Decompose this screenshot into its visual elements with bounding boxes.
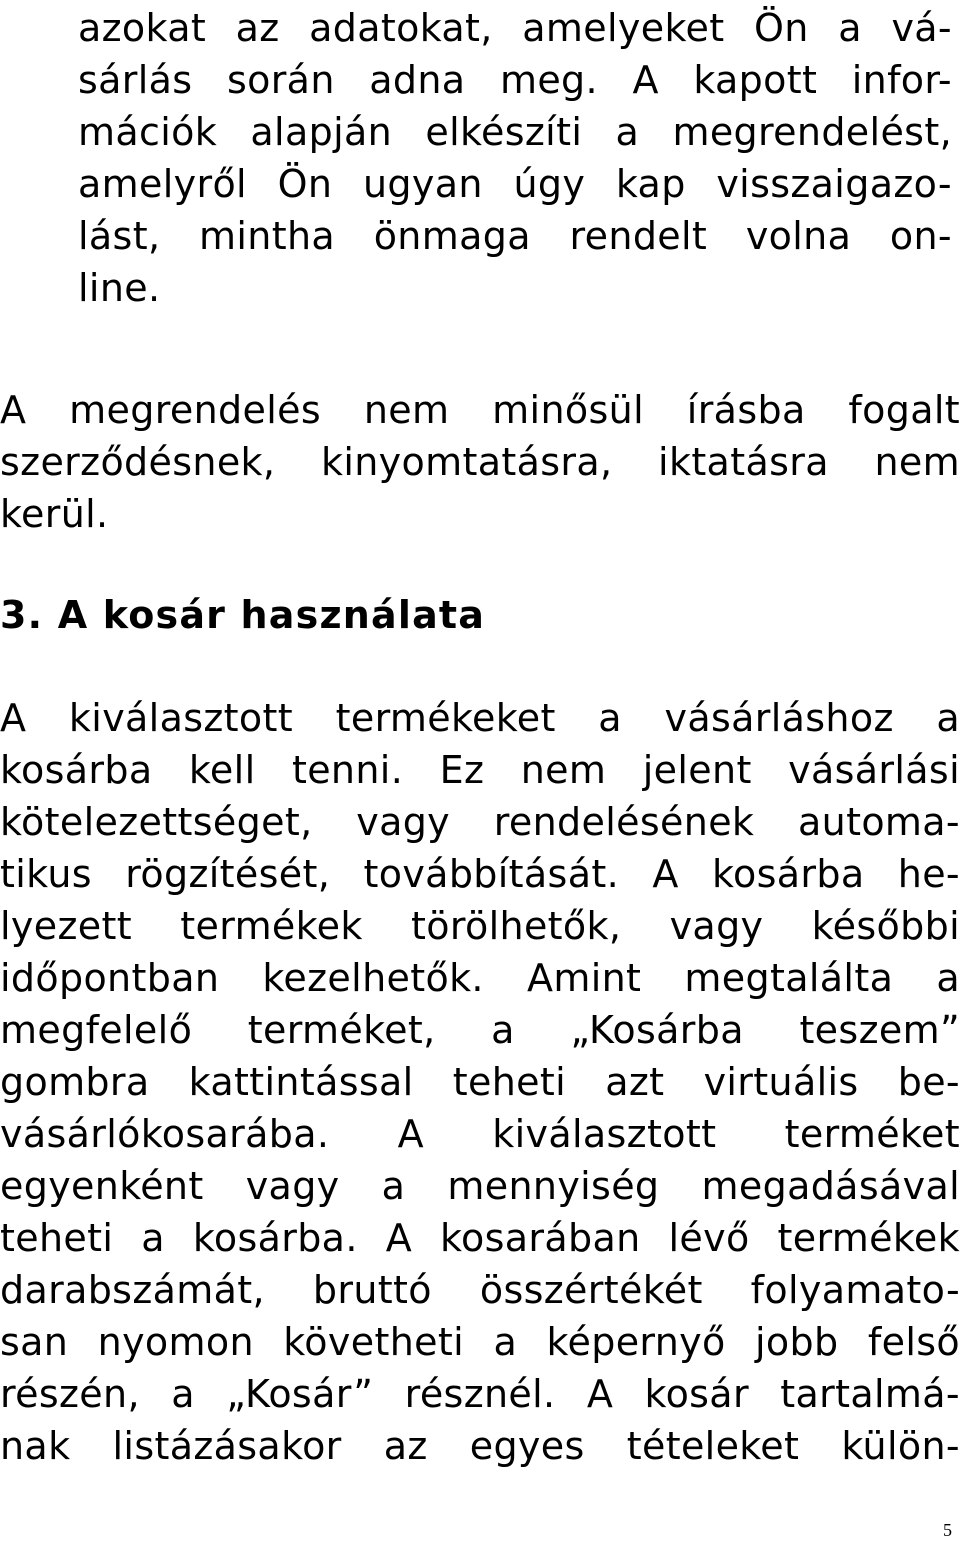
- text-line: A megrendelés nem minősül írásba fogalt: [0, 388, 960, 432]
- text-line: szerződésnek, kinyomtatásra, iktatásra nem: [0, 440, 960, 484]
- text-line: kerül.: [0, 492, 109, 536]
- text-line: mációk alapján elkészíti a megrendelést,: [78, 110, 952, 154]
- paragraph-cart-usage: [0, 692, 960, 1472]
- text-line: vásárlókosarába. A kiválasztott terméket: [0, 1112, 960, 1156]
- text-line: időpontban kezelhetők. Amint megtalálta a: [0, 956, 960, 1000]
- text-line: lyezett termékek törölhetők, vagy későbbi: [0, 904, 960, 948]
- text-line: teheti a kosárba. A kosarában lévő termékek: [0, 1216, 960, 1260]
- text-line: lást, mintha önmaga rendelt volna on-: [78, 214, 952, 258]
- page-number: 5: [943, 1520, 952, 1540]
- text-line: azokat az adatokat, amelyeket Ön a vá-: [78, 6, 952, 50]
- text-line: részén, a „Kosár” résznél. A kosár tartalmá-: [0, 1372, 960, 1416]
- paragraph-contract-notice: [0, 384, 960, 540]
- paragraph-order-info: [78, 2, 952, 314]
- text-line: nak listázásakor az egyes tételeket külön-: [0, 1424, 960, 1468]
- text-line: line.: [78, 266, 161, 310]
- heading-text: 3. A kosár használata: [0, 593, 486, 637]
- text-line: sárlás során adna meg. A kapott infor-: [78, 58, 952, 102]
- text-line: kosárba kell tenni. Ez nem jelent vásárlási: [0, 748, 960, 792]
- section-heading: [0, 589, 960, 641]
- text-line: kötelezettséget, vagy rendelésének automa-: [0, 800, 960, 844]
- text-line: san nyomon követheti a képernyő jobb felső: [0, 1320, 960, 1364]
- text-line: gombra kattintással teheti azt virtuális be-: [0, 1060, 960, 1104]
- text-line: egyenként vagy a mennyiség megadásával: [0, 1164, 960, 1208]
- text-line: darabszámát, bruttó összértékét folyamato-: [0, 1268, 960, 1312]
- text-line: tikus rögzítését, továbbítását. A kosárba he-: [0, 852, 960, 896]
- text-line: A kiválasztott termékeket a vásárláshoz a: [0, 696, 960, 740]
- text-line: amelyről Ön ugyan úgy kap visszaigazo-: [78, 162, 952, 206]
- text-line: megfelelő terméket, a „Kosárba teszem”: [0, 1008, 960, 1052]
